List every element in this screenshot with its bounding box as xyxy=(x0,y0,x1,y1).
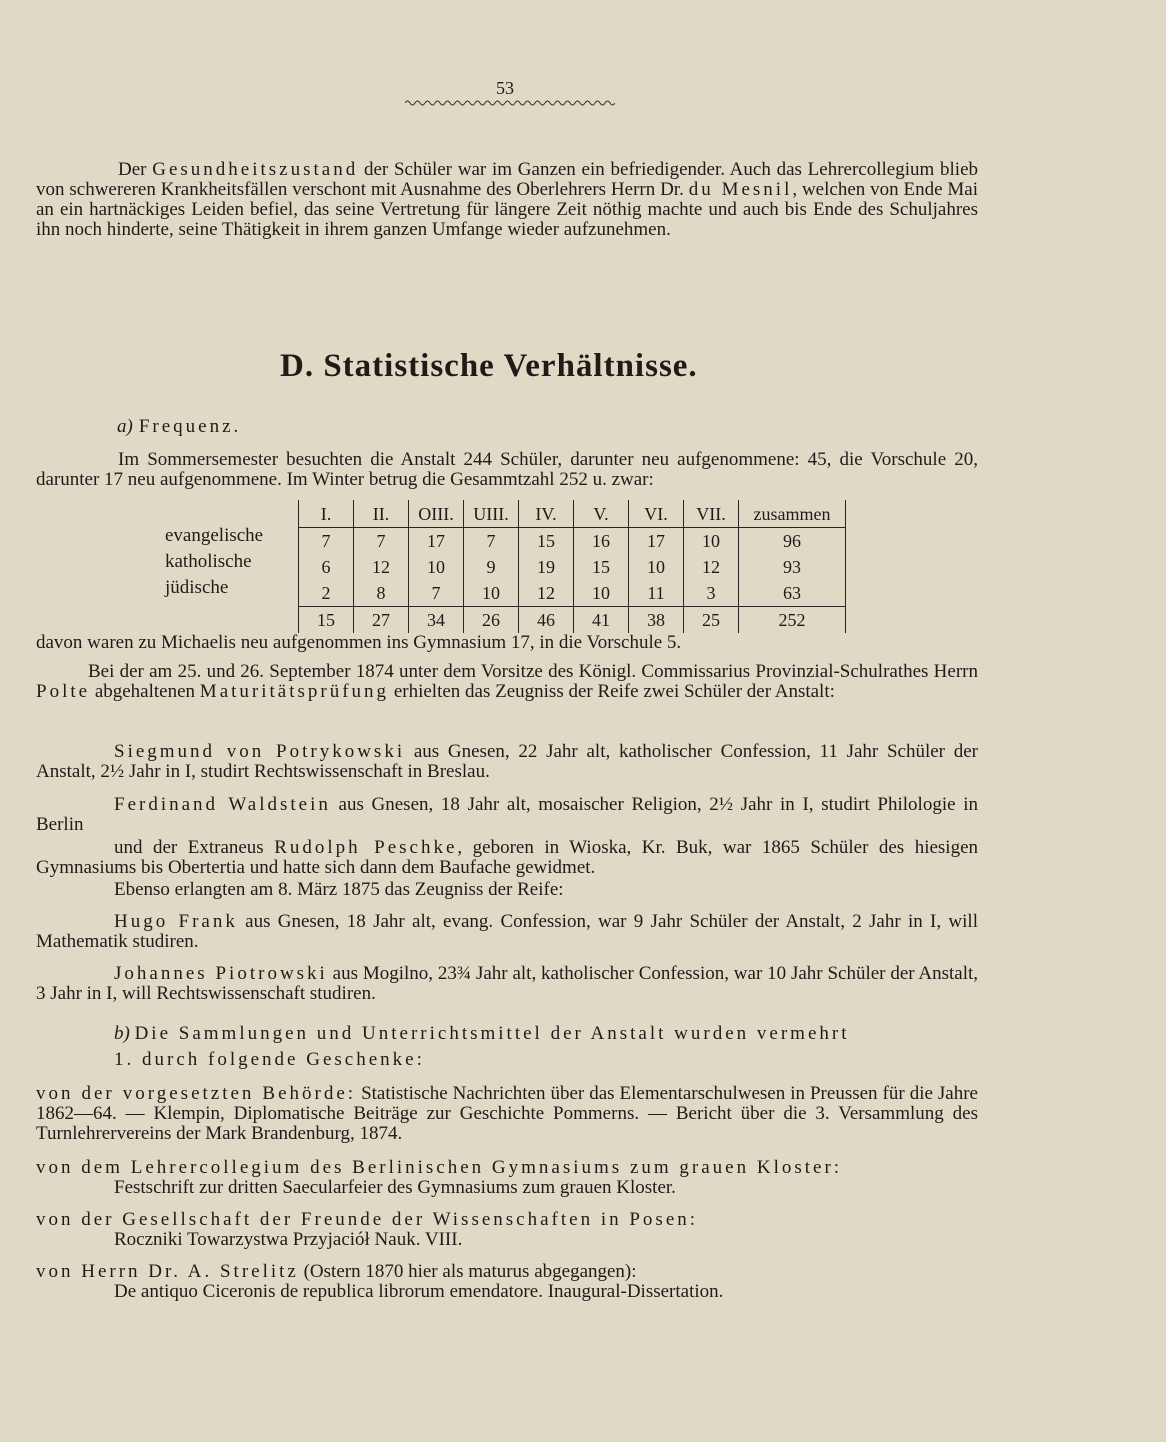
table-row xyxy=(299,580,846,607)
row-label-juedische: jüdische xyxy=(165,577,229,598)
table-cell: 7 xyxy=(354,528,409,555)
table-header: II. xyxy=(354,500,409,528)
table-cell: 10 xyxy=(464,580,519,607)
table-total: 15 xyxy=(299,607,354,634)
table-cell: 3 xyxy=(684,580,739,607)
table-header: UIII. xyxy=(464,500,519,528)
table-total: 252 xyxy=(739,607,846,634)
row-label-katholische: katholische xyxy=(165,551,252,572)
table-header: I. xyxy=(299,500,354,528)
table-cell: 10 xyxy=(684,528,739,555)
table-totals-row xyxy=(299,607,846,634)
subsection-b-item: 1. durch folgende Geschenke: xyxy=(114,1049,425,1070)
subsection-b-title: b) Die Sammlungen und Unterrichtsmittel der Anstalt wurden vermehrt xyxy=(114,1023,850,1044)
table-cell: 15 xyxy=(574,554,629,580)
table-cell: 7 xyxy=(464,528,519,555)
subsection-a-title: a) Frequenz. xyxy=(117,416,242,437)
table-header: IV. xyxy=(519,500,574,528)
table-total: 34 xyxy=(409,607,464,634)
table-total: 25 xyxy=(684,607,739,634)
table-header: VII. xyxy=(684,500,739,528)
table-cell: 16 xyxy=(574,528,629,555)
table-cell: 12 xyxy=(519,580,574,607)
row-label-evangelische: evangelische xyxy=(165,525,264,546)
table-cell: 10 xyxy=(409,554,464,580)
table-cell: 6 xyxy=(299,554,354,580)
gift-entry: von Herrn Dr. A. Strelitz (Ostern 1870 hier als maturus abgegangen): De antiquo Ciceronis de republica librorum emendatore. Inaugural-Dissertation. xyxy=(36,1261,724,1302)
gift-entry: von der vorgesetzten Behörde: Statistische Nachrichten über das Elementarschulwesen in Preussen für die Jahre 1862—64. — Klempin, Diplomatische Beiträge zur Geschichte Pommerns. — Bericht über die 3. Versammlung des Turnlehrervereins der Mark Brandenburg, 1874. xyxy=(36,1083,978,1144)
student-entry-3: und der Extraneus Rudolph Peschke, geboren in Wioska, Kr. Buk, war 1865 Schüler des hiesigen Gymnasiums bis Obertertia und hatte sich dann dem Baufache gewidmet. xyxy=(36,837,979,878)
frequency-table xyxy=(298,500,846,633)
table-row xyxy=(299,554,846,580)
table-cell: 11 xyxy=(629,580,684,607)
student-entry-5: Johannes Piotrowski aus Mogilno, 23¾ Jahr alt, katholischer Confession, war 10 Jahr Schüler der Anstalt, 3 Jahr in I, will Rechtswissenschaft studiren. xyxy=(36,963,978,1004)
table-cell: 19 xyxy=(519,554,574,580)
table-cell: 17 xyxy=(629,528,684,555)
table-total: 41 xyxy=(574,607,629,634)
gift-entry: von der Gesellschaft der Freunde der Wissenschaften in Posen: Roczniki Towarzystwa Przyjaciół Nauk. VIII. xyxy=(36,1209,699,1250)
table-cell: 7 xyxy=(299,528,354,555)
table-cell: 15 xyxy=(519,528,574,555)
table-cell: 2 xyxy=(299,580,354,607)
after-table-text: davon waren zu Michaelis neu aufgenommen ins Gymnasium 17, in die Vorschule 5. xyxy=(36,632,682,653)
table-cell: 12 xyxy=(354,554,409,580)
section-heading: D. Statistische Verhältnisse. xyxy=(280,348,698,384)
table-cell: 7 xyxy=(409,580,464,607)
student-entry-2: Ferdinand Waldstein aus Gnesen, 18 Jahr alt, mosaischer Religion, 2½ Jahr in I, studirt Philologie in Berlin xyxy=(36,794,978,835)
maturity-paragraph: Bei der am 25. und 26. September 1874 unter dem Vorsitze des Königl. Commissarius Provinzial-Schulrathes Herrn Polte abgehaltenen Maturitätsprüfung erhielten das Zeugniss der Reife zwei Schüler der Anstalt: xyxy=(36,661,978,702)
table-cell: 96 xyxy=(739,528,846,555)
table-cell: 12 xyxy=(684,554,739,580)
table-total: 46 xyxy=(519,607,574,634)
table-header: V. xyxy=(574,500,629,528)
table-cell: 8 xyxy=(354,580,409,607)
frequency-text: Im Sommersemester besuchten die Anstalt 244 Schüler, darunter neu aufgenommene: 45, die Vorschule 20, darunter 17 neu aufgenommene. Im Winter betrug die Gesammtzahl 252 u. zwar: xyxy=(36,449,978,490)
table-total: 26 xyxy=(464,607,519,634)
table-cell: 93 xyxy=(739,554,846,580)
table-cell: 10 xyxy=(574,580,629,607)
table-row xyxy=(299,528,846,555)
table-total: 38 xyxy=(629,607,684,634)
student-entry-4: Hugo Frank aus Gnesen, 18 Jahr alt, evang. Confession, war 9 Jahr Schüler der Anstalt, 2 Jahr in I, will Mathematik studiren. xyxy=(36,911,978,952)
table-cell: 63 xyxy=(739,580,846,607)
page-number: 53 xyxy=(496,78,514,98)
table-cell: 17 xyxy=(409,528,464,555)
table-header: VI. xyxy=(629,500,684,528)
table-cell: 10 xyxy=(629,554,684,580)
student-entry-1: Siegmund von Potrykowski aus Gnesen, 22 Jahr alt, katholischer Confession, 11 Jahr Schüler der Anstalt, 2½ Jahr in I, studirt Rechtswissenschaft in Breslau. xyxy=(36,741,979,782)
table-total: 27 xyxy=(354,607,409,634)
intro-paragraph: Der Gesundheitszustand der Schüler war im Ganzen ein befriedigender. Auch das Lehrercollegium blieb von schwereren Krankheitsfällen verschont mit Ausnahme des Oberlehrers Herrn Dr. du Mesnil, welchen von Ende Mai an ein hartnäckiges Leiden befiel, das seine Vertretung für längere Zeit nöthig machte und auch bis Ende des Schuljahres ihn noch hinderte, seine Thätigkeit in ihrem ganzen Umfange wieder aufzunehmen. xyxy=(36,159,979,240)
ebenso-line: Ebenso erlangten am 8. März 1875 das Zeugniss der Reife: xyxy=(114,879,564,900)
table-header: zusammen xyxy=(739,500,846,528)
decorative-wavy-rule xyxy=(405,99,615,107)
table-header: OIII. xyxy=(409,500,464,528)
table-cell: 9 xyxy=(464,554,519,580)
gift-entry: von dem Lehrercollegium des Berlinischen Gymnasiums zum grauen Kloster: Festschrift zur dritten Saecularfeier des Gymnasiums zum grauen Kloster. xyxy=(36,1157,843,1198)
table-header-row xyxy=(299,500,846,528)
